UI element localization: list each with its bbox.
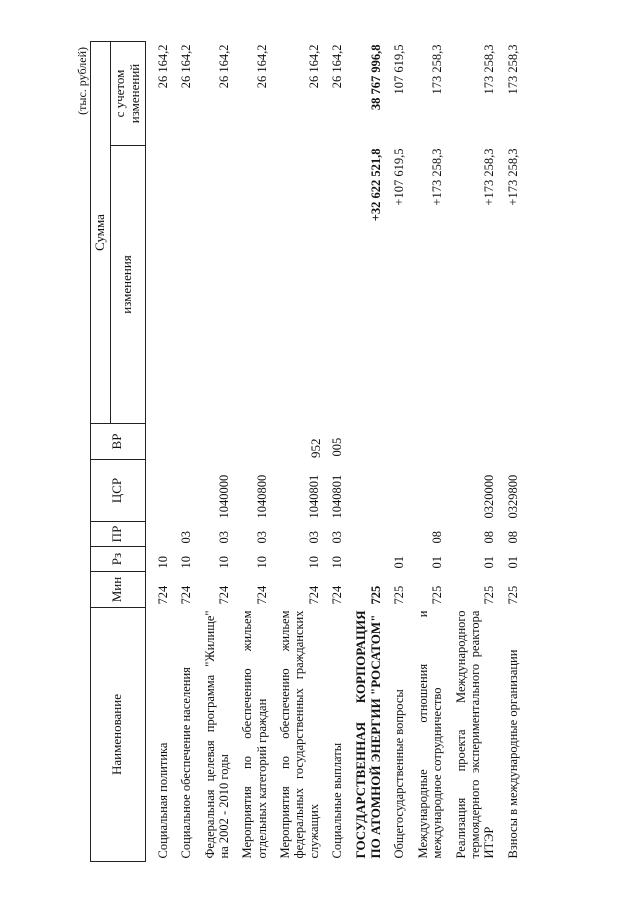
row-pr: 03 xyxy=(216,531,231,544)
row-change: +173 258,3 xyxy=(505,148,520,206)
row-vr xyxy=(501,424,524,460)
row-min: 724 xyxy=(179,585,194,605)
row-rz: 10 xyxy=(330,556,345,569)
row-pr: 03 xyxy=(330,531,345,544)
page-number: 952 xyxy=(308,438,323,458)
row-change xyxy=(273,146,325,424)
row-change xyxy=(325,146,348,424)
row-name: Взносы в международные организации xyxy=(505,649,520,859)
row-min: 725 xyxy=(430,585,445,605)
row-min: 725 xyxy=(505,585,520,605)
table-row xyxy=(325,42,348,862)
row-vr xyxy=(449,424,501,460)
row-total: 26 164,2 xyxy=(306,44,321,89)
row-total: 173 258,3 xyxy=(482,44,497,95)
row-total: 38 767 996,8 xyxy=(369,44,384,111)
row-rz: 01 xyxy=(482,556,497,569)
row-pr xyxy=(387,522,410,547)
row-pr: 03 xyxy=(179,531,194,544)
row-total: 173 258,3 xyxy=(505,44,520,95)
row-csr: 1040000 xyxy=(216,474,231,519)
table-row xyxy=(387,42,410,862)
row-csr: 1040800 xyxy=(254,474,269,519)
row-change xyxy=(198,146,236,424)
table-row xyxy=(501,42,524,862)
row-min: 724 xyxy=(216,585,231,605)
row-name: Международные отношения и международное сотрудничество xyxy=(415,610,445,859)
row-change: +173 258,3 xyxy=(430,148,445,206)
row-total: 107 619,5 xyxy=(392,44,407,95)
row-min: 725 xyxy=(392,585,407,605)
row-min: 724 xyxy=(306,585,321,605)
row-csr: 1040801 xyxy=(306,474,321,519)
table-row xyxy=(449,42,501,862)
row-name: ГОСУДАРСТВЕННАЯ КОРПОРАЦИЯ ПО АТОМНОЙ ЭНЕРГИИ "РОСАТОМ" xyxy=(352,610,383,859)
row-name: Социальные выплаты xyxy=(330,742,345,859)
row-rz: 10 xyxy=(254,556,269,569)
row-vr xyxy=(411,424,449,460)
row-change xyxy=(174,146,197,424)
table-row xyxy=(349,42,388,862)
table-row xyxy=(235,42,273,862)
row-vr xyxy=(145,424,174,460)
row-name: Мероприятия по обеспечению жильем федеральных государственных гражданских служащих xyxy=(278,610,321,859)
row-pr: 08 xyxy=(482,531,497,544)
row-vr xyxy=(387,424,410,460)
row-min: 724 xyxy=(330,585,345,605)
row-name: Федеральная целевая программа "Жилище" на 2002 - 2010 годы xyxy=(202,610,231,859)
row-total: 26 164,2 xyxy=(330,44,345,89)
header-name: Наименование xyxy=(91,608,146,862)
row-vr xyxy=(349,424,388,460)
row-pr xyxy=(145,522,174,547)
row-change xyxy=(145,146,174,424)
row-csr xyxy=(387,460,410,522)
row-vr xyxy=(273,424,325,460)
row-name: Социальная политика xyxy=(155,742,170,859)
row-total: 26 164,2 xyxy=(254,44,269,89)
row-vr xyxy=(174,424,197,460)
row-total: 26 164,2 xyxy=(216,44,231,89)
row-change: +107 619,5 xyxy=(392,148,407,206)
row-total: 26 164,2 xyxy=(155,44,170,89)
header-min: Мин xyxy=(91,572,146,608)
row-total: 26 164,2 xyxy=(179,44,194,89)
row-csr: 0320000 xyxy=(482,474,497,519)
header-with-changes: с учетом изменений xyxy=(110,42,145,146)
row-pr: 08 xyxy=(430,531,445,544)
table-row xyxy=(273,42,325,862)
row-name: Социальное обеспечение населения xyxy=(179,667,194,859)
row-rz: 10 xyxy=(306,556,321,569)
row-change: +32 622 521,8 xyxy=(369,148,384,222)
row-pr xyxy=(349,522,388,547)
header-rz: Рз xyxy=(91,547,146,572)
header-pr: ПР xyxy=(91,522,146,547)
row-rz xyxy=(349,547,388,572)
header-csr: ЦСР xyxy=(91,460,146,522)
row-min: 725 xyxy=(482,585,497,605)
row-min: 724 xyxy=(155,585,170,605)
rotated-content xyxy=(75,42,630,862)
row-min: 724 xyxy=(254,585,269,605)
row-csr xyxy=(145,460,174,522)
row-vr xyxy=(198,424,236,460)
header-vr: ВР xyxy=(91,424,146,460)
row-rz: 10 xyxy=(179,556,194,569)
row-csr xyxy=(349,460,388,522)
header-row xyxy=(91,42,111,862)
row-total: 173 258,3 xyxy=(430,44,445,95)
row-rz: 10 xyxy=(216,556,231,569)
row-csr xyxy=(174,460,197,522)
row-rz: 01 xyxy=(430,556,445,569)
row-name: Мероприятия по обеспечению жильем отдельных категорий граждан xyxy=(240,610,269,859)
row-vr: 005 xyxy=(330,437,345,457)
row-vr xyxy=(235,424,273,460)
budget-table xyxy=(90,41,524,862)
row-name: Реализация проекта Международного термоядерного экспериментального реактора ИТЭР xyxy=(453,610,497,859)
table-row xyxy=(145,42,174,862)
row-rz: 01 xyxy=(505,556,520,569)
row-change xyxy=(235,146,273,424)
row-rz: 10 xyxy=(155,556,170,569)
header-change: изменения xyxy=(110,146,145,424)
table-row xyxy=(198,42,236,862)
row-min: 725 xyxy=(369,585,384,605)
row-pr: 03 xyxy=(254,531,269,544)
row-pr: 03 xyxy=(306,531,321,544)
row-change: +173 258,3 xyxy=(482,148,497,206)
table-row xyxy=(411,42,449,862)
row-name: Общегосударственные вопросы xyxy=(392,689,407,859)
row-rz: 01 xyxy=(392,556,407,569)
row-csr: 0329800 xyxy=(505,474,520,519)
row-csr xyxy=(411,460,449,522)
row-csr: 1040801 xyxy=(330,474,345,519)
row-pr: 08 xyxy=(505,531,520,544)
table-row xyxy=(174,42,197,862)
units-label: (тыс. рублей) xyxy=(75,47,89,115)
header-sum: Сумма xyxy=(91,42,111,424)
